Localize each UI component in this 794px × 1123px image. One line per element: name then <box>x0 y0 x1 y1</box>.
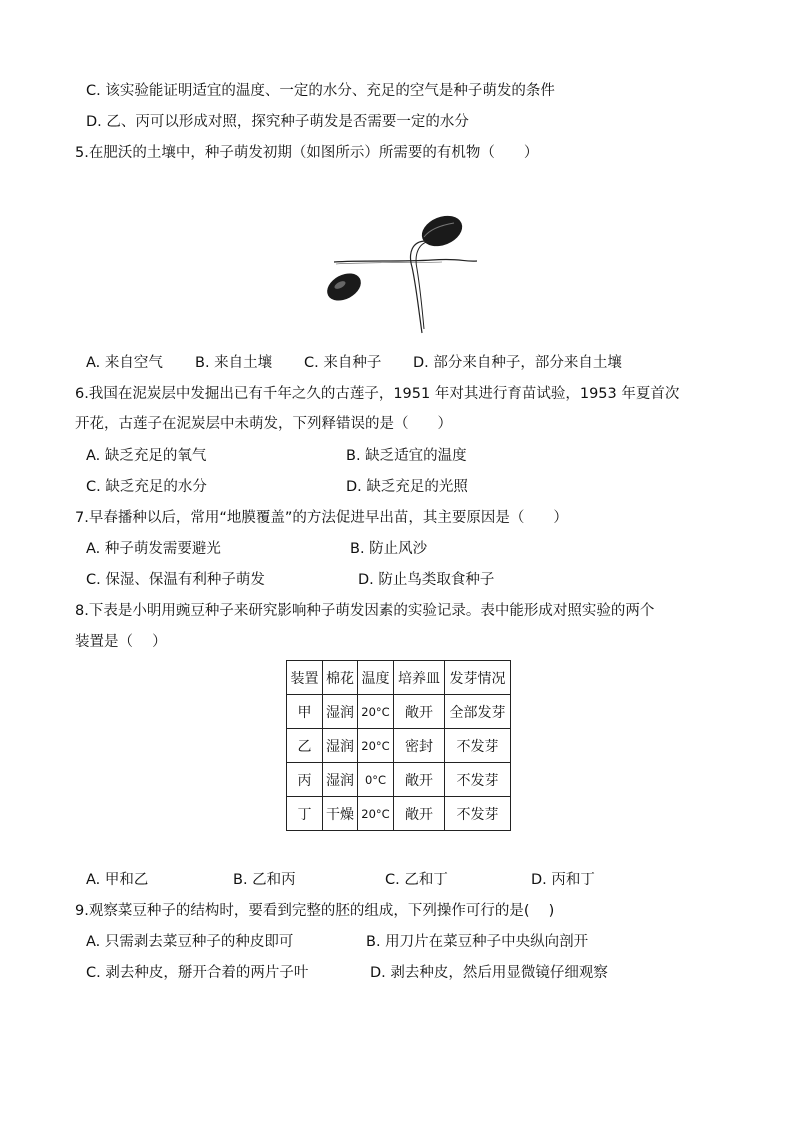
table-cell: 不发芽 <box>445 763 511 797</box>
q7-option-a: A. 种子萌发需要避光 <box>86 541 221 557</box>
q8-option-c: C. 乙和丁 <box>385 872 448 888</box>
q6-option-a: A. 缺乏充足的氧气 <box>86 448 207 464</box>
table-cell: 敞开 <box>394 797 445 831</box>
table-cell: 全部发芽 <box>445 695 511 729</box>
table-cell: 乙 <box>287 729 323 763</box>
question-7: 7.早春播种以后，常用“地膜覆盖”的方法促进早出苗，其主要原因是（ ） <box>75 510 568 526</box>
q8-option-a: A. 甲和乙 <box>86 872 149 888</box>
table-cell: 丙 <box>287 763 323 797</box>
question-9: 9.观察菜豆种子的结构时，要看到完整的胚的组成，下列操作可行的是( ) <box>75 903 555 919</box>
q9-option-d: D. 剥去种皮，然后用显微镜仔细观察 <box>370 965 608 981</box>
table-cell: 不发芽 <box>445 729 511 763</box>
table-row <box>287 695 511 729</box>
question-6-line2: 开花，古莲子在泥炭层中未萌发，下列释错误的是（ ） <box>75 416 452 432</box>
question-8-line2: 装置是（ ） <box>75 634 167 650</box>
table-cell: 湿润 <box>323 695 358 729</box>
table-cell: 20°C <box>358 695 394 729</box>
table-cell: 20°C <box>358 797 394 831</box>
table-cell: 密封 <box>394 729 445 763</box>
question-6-line1: 6.我国在泥炭层中发掘出已有千年之久的古莲子，1951 年对其进行育苗试验，1953 年夏首次 <box>75 386 680 402</box>
table-row <box>287 763 511 797</box>
q7-option-c: C. 保湿、保温有利种子萌发 <box>86 572 265 588</box>
q9-option-c: C. 剥去种皮，掰开合着的两片子叶 <box>86 965 309 981</box>
q4-option-c: C. 该实验能证明适宜的温度、一定的水分、充足的空气是种子萌发的条件 <box>86 83 555 99</box>
table-cell: 湿润 <box>323 729 358 763</box>
table-header: 培养皿 <box>394 661 445 695</box>
table-cell: 0°C <box>358 763 394 797</box>
q6-option-b: B. 缺乏适宜的温度 <box>346 448 467 464</box>
experiment-table <box>286 660 511 831</box>
table-header: 温度 <box>358 661 394 695</box>
table-cell: 敞开 <box>394 695 445 729</box>
q7-option-b: B. 防止风沙 <box>350 541 428 557</box>
q4-option-d: D. 乙、丙可以形成对照，探究种子萌发是否需要一定的水分 <box>86 114 469 130</box>
table-cell: 甲 <box>287 695 323 729</box>
table-header: 棉花 <box>323 661 358 695</box>
q5-option-a: A. 来自空气 <box>86 355 163 371</box>
table-cell: 丁 <box>287 797 323 831</box>
q8-option-b: B. 乙和丙 <box>233 872 296 888</box>
table-cell: 不发芽 <box>445 797 511 831</box>
table-cell: 干燥 <box>323 797 358 831</box>
q9-option-a: A. 只需剥去菜豆种子的种皮即可 <box>86 934 294 950</box>
table-row <box>287 797 511 831</box>
table-header: 装置 <box>287 661 323 695</box>
table-cell: 湿润 <box>323 763 358 797</box>
q9-option-b: B. 用刀片在菜豆种子中央纵向剖开 <box>366 934 589 950</box>
q8-option-d: D. 丙和丁 <box>531 872 595 888</box>
seed-germination-figure <box>312 205 482 340</box>
table-header-row <box>287 661 511 695</box>
table-row <box>287 729 511 763</box>
q7-option-d: D. 防止鸟类取食种子 <box>358 572 495 588</box>
q6-option-d: D. 缺乏充足的光照 <box>346 479 468 495</box>
q6-option-c: C. 缺乏充足的水分 <box>86 479 207 495</box>
q5-option-d: D. 部分来自种子，部分来自土壤 <box>413 355 622 371</box>
table-cell: 20°C <box>358 729 394 763</box>
table-cell: 敞开 <box>394 763 445 797</box>
question-8-line1: 8.下表是小明用豌豆种子来研究影响种子萌发因素的实验记录。表中能形成对照实验的两个 <box>75 603 655 619</box>
q5-option-b: B. 来自土壤 <box>195 355 273 371</box>
question-5: 5.在肥沃的土壤中，种子萌发初期（如图所示）所需要的有机物（ ） <box>75 145 539 161</box>
q5-option-c: C. 来自种子 <box>304 355 382 371</box>
table-header: 发芽情况 <box>445 661 511 695</box>
